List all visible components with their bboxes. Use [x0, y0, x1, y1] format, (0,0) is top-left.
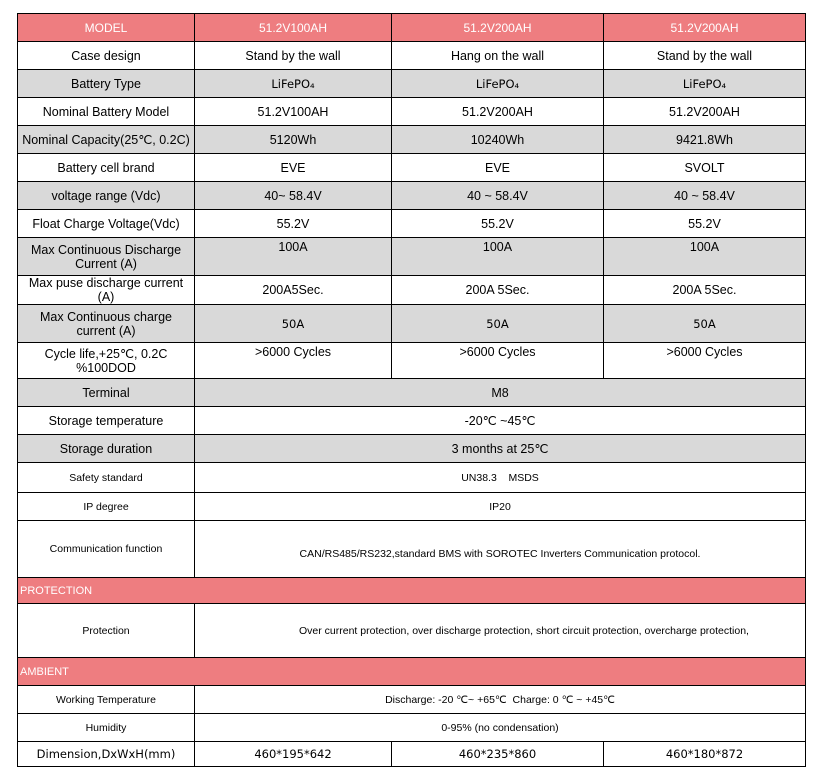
row-label: Storage temperature [18, 407, 195, 435]
table-row [18, 407, 806, 435]
cell-value: 50A [195, 305, 392, 343]
row-label: Communication function [18, 521, 195, 578]
row-label: Float Charge Voltage(Vdc) [18, 210, 195, 238]
section-header-ambient [18, 658, 806, 686]
row-label: Dimension,DxWxH(mm) [18, 742, 195, 767]
cell-value: Hang on the wall [392, 42, 604, 70]
cell-value: >6000 Cycles [392, 343, 604, 379]
table-row [18, 238, 806, 276]
cell-value: 460*180*872 [604, 742, 806, 767]
row-label: Case design [18, 42, 195, 70]
model-label: MODEL [18, 14, 195, 42]
table-row [18, 210, 806, 238]
table-row [18, 379, 806, 407]
cell-value: 200A 5Sec. [604, 276, 806, 305]
cell-value: 40~ 58.4V [195, 182, 392, 210]
table-row [18, 435, 806, 463]
cell-value: IP20 [195, 493, 806, 521]
model-col-2: 51.2V200AH [392, 14, 604, 42]
row-label: Max Continuous Discharge Current (A) [18, 238, 195, 276]
cell-value: 55.2V [604, 210, 806, 238]
cell-value: 460*195*642 [195, 742, 392, 767]
row-label: voltage range (Vdc) [18, 182, 195, 210]
cell-value: 40 ~ 58.4V [392, 182, 604, 210]
table-row [18, 70, 806, 98]
cell-value: Discharge: -20 ℃~ +65℃ Charge: 0 ℃ ~ +45℃ [195, 686, 806, 714]
cell-value: LiFePO₄ [604, 70, 806, 98]
row-label: Nominal Capacity(25℃, 0.2C) [18, 126, 195, 154]
cell-value: 3 months at 25℃ [195, 435, 806, 463]
row-label: Battery Type [18, 70, 195, 98]
cell-value: SVOLT [604, 154, 806, 182]
cell-value: CAN/RS485/RS232,standard BMS with SOROTEC Inverters Communication protocol. [195, 521, 806, 578]
table-row [18, 182, 806, 210]
table-row [18, 154, 806, 182]
table-row [18, 343, 806, 379]
cell-value: 51.2V100AH [195, 98, 392, 126]
cell-value: >6000 Cycles [604, 343, 806, 379]
row-label: Storage duration [18, 435, 195, 463]
cell-value: >6000 Cycles [195, 343, 392, 379]
model-col-1: 51.2V100AH [195, 14, 392, 42]
cell-value: 200A 5Sec. [392, 276, 604, 305]
table-row [18, 276, 806, 305]
cell-value: 50A [392, 305, 604, 343]
table-row [18, 742, 806, 767]
cell-value: 9421.8Wh [604, 126, 806, 154]
cell-value: LiFePO₄ [392, 70, 604, 98]
row-label: Terminal [18, 379, 195, 407]
table-row [18, 42, 806, 70]
table-row [18, 604, 806, 658]
cell-value: Over current protection, over discharge protection, short circuit protection, overcharge protection, [195, 604, 806, 658]
cell-value: Stand by the wall [604, 42, 806, 70]
cell-value: EVE [392, 154, 604, 182]
cell-value: UN38.3 MSDS [195, 463, 806, 493]
table-row [18, 714, 806, 742]
table-row [18, 126, 806, 154]
cell-value: EVE [195, 154, 392, 182]
cell-value: 10240Wh [392, 126, 604, 154]
cell-value: 100A [195, 238, 392, 276]
cell-value: 51.2V200AH [604, 98, 806, 126]
cell-value: 5120Wh [195, 126, 392, 154]
row-label [18, 343, 195, 379]
header-row [18, 14, 806, 42]
row-label: Humidity [18, 714, 195, 742]
row-label: Safety standard [18, 463, 195, 493]
cell-value: 200A5Sec. [195, 276, 392, 305]
row-label: Working Temperature [18, 686, 195, 714]
section-title: AMBIENT [18, 658, 806, 686]
cell-value: Stand by the wall [195, 42, 392, 70]
table-row [18, 521, 806, 578]
table-row [18, 305, 806, 343]
section-title: PROTECTION [18, 578, 806, 604]
row-label: Max Continuous charge current (A) [18, 305, 195, 343]
section-header-protection [18, 578, 806, 604]
cell-value: 40 ~ 58.4V [604, 182, 806, 210]
table-row [18, 493, 806, 521]
row-label-line: %100DOD [76, 360, 136, 375]
cell-value: 0-95% (no condensation) [195, 714, 806, 742]
row-label: Battery cell brand [18, 154, 195, 182]
table-row [18, 98, 806, 126]
table-row [18, 686, 806, 714]
model-col-3: 51.2V200AH [604, 14, 806, 42]
cell-value: M8 [195, 379, 806, 407]
table-row [18, 463, 806, 493]
cell-value: 100A [392, 238, 604, 276]
row-label: Protection [18, 604, 195, 658]
cell-value: 55.2V [392, 210, 604, 238]
row-label: Nominal Battery Model [18, 98, 195, 126]
row-label: Max puse discharge current (A) [18, 276, 195, 305]
cell-value: 50A [604, 305, 806, 343]
row-label: IP degree [18, 493, 195, 521]
cell-value: 51.2V200AH [392, 98, 604, 126]
cell-value: 55.2V [195, 210, 392, 238]
cell-value: 460*235*860 [392, 742, 604, 767]
spec-table [17, 13, 806, 767]
cell-value: LiFePO₄ [195, 70, 392, 98]
row-label-line: Cycle life,+25℃, 0.2C [44, 346, 168, 361]
cell-value: 100A [604, 238, 806, 276]
cell-value: -20℃ ~45℃ [195, 407, 806, 435]
